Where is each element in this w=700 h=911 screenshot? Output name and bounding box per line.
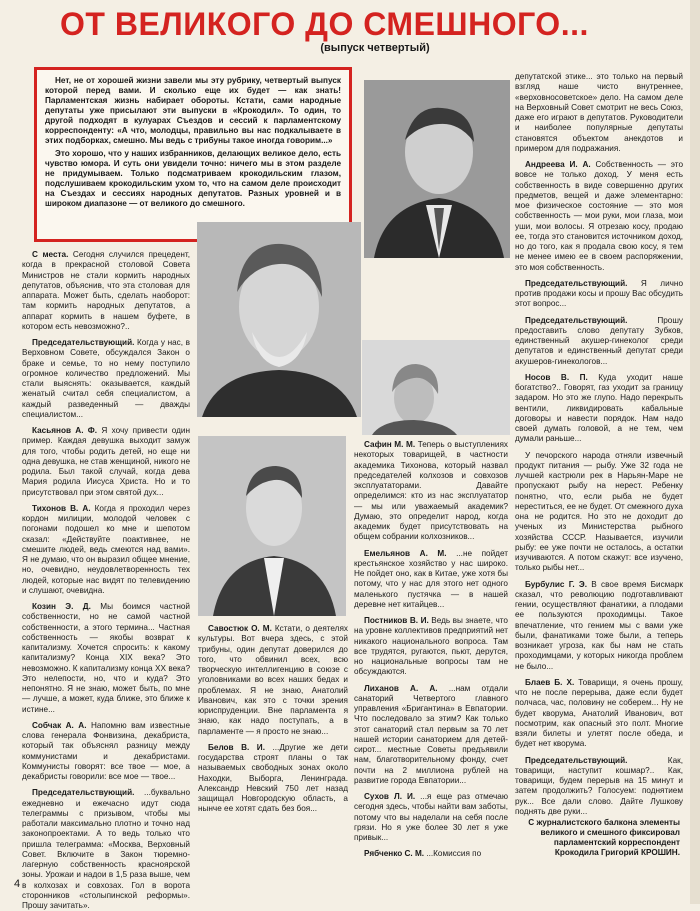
quote-paragraph: Собчак А. А. Напомню вам известные слова генерала Фонвизина, декабриста, который так объяснял разницу между коммунистами и декабристами. Коммунисты говорят: все твое — мое, а декабристы говорили: все мое — твое... xyxy=(22,720,190,781)
intro-box xyxy=(34,67,352,242)
quote-paragraph: Савостюк О. М. Кстати, о деятелях культуры. Вот вчера здесь, с этой трибуны, один депутат доверился до того, что обвинил всех, всю творческую интеллигенцию в союзе с уголовниками во всех наших бедах и проблемах. Я не знаю, Анатолий Иванович, как это с точки зрения юриспруденции. Вне парламента я знаю, как надо поступать, а в парламенте — я просто не знаю... xyxy=(198,624,348,736)
text-column-3 xyxy=(354,440,508,892)
quote-paragraph: Председательствующий. Я лично против продажи косы и прошу Вас обсудить этот вопрос... xyxy=(515,278,683,309)
photo-deputy-bearded xyxy=(197,222,361,417)
text-column-4 xyxy=(515,72,683,814)
page-title: ОТ ВЕЛИКОГО ДО СМЕШНОГО... xyxy=(60,6,589,42)
quote-paragraph: Белов В. И. ...Другие же дети государства строят планы о так называемых свободных зонах около Находки, Выборга, Ленинграда. Александр Невский 750 лет назад защищал Новгородскую область, а нынче ее хотят сдать без боя... xyxy=(198,742,348,814)
quote-paragraph: Председательствующий. Как, товарищи, наступит кошмар?.. Как, товарищи, будем перерыв на 15 минут и затем продолжить? Голосуем: поднятием рук... Все дали слово. Дайте Лушкову поднять две руки... xyxy=(515,755,683,816)
quote-paragraph: Постников В. И. Ведь вы знаете, что на уровне коллективов предприятий нет никакого национального вопроса. Там все трудятся, ругаются, пьют, дерутся, но национальные вопросы там не обсуждаются. xyxy=(354,616,508,677)
issue-subtitle: (выпуск четвертый) xyxy=(320,42,430,54)
quote-paragraph: Лиханов А. А. ...нам отдали санаторий Четвертого главного управления «Бригантина» в Евпатории. Что последовало за этим? Как только этот санаторий стал первым за 70 лет нашей истории санаторием для детей-сирот... местные Советы предъявили нам, благотворительному фонду, счет почти на 2 миллиона рублей на развитие города Евпатории... xyxy=(354,683,508,785)
quote-paragraph: Сухов Л. И. ...я еще раз отмечаю сегодня здесь, чтобы найти вам заботы, потому что вы наделали на себя после грязи. Но я уже более 30 лет я уже привык... xyxy=(354,792,509,842)
quote-paragraph: Козин Э. Д. Мы боимся частной собственности, но не самой частной собственности, а этого термина... Частная собственность — якобы возврат к капитализму. Хочется спросить: к какому капитализму? Конца XIX века? Это невозможно. К капитализму конца XX века? Это нелепости, но, что и куда? Это непонятно. Я не знаю, может быть, по мне — лучше, а может, куда ближе, это ближе к истине... xyxy=(22,602,190,714)
quote-paragraph: Председательствующий. Когда у нас, в Верховном Совете, обсуждался Закон о браке и семье, то но нему поступило огромное количество предложений. Мы стали выяснять: оказывается, каждый женатый считал себя специалистом, а каждый разведенный — дважды специалистом... xyxy=(22,338,190,419)
quote-paragraph: Емельянов А. М. ...не пойдет крестьянское хозяйство у нас широко. Не пойдет оно, как в Китае, уже хотя бы потому, что у нас для этого нет одного маленького пустячка — в нашей деревне нет китайцев... xyxy=(354,548,508,609)
author-caption: С журналистского балкона элементы великого и смешного фиксировал парламентский корреспондент Крокодила Григорий КРОШИН. xyxy=(528,818,680,857)
quote-paragraph: У печорского народа отняли извечный продукт питания — рыбу. Уже 32 года не лучшей кастрюли рек в Нарьян-Маре не пропускают рыбу на нерест. Ребенку понятно, что, если рыба не будет нереститься, ее не будет. От смежного духа она не родится. Но это не доходит до ученых из Министерства рыбного хозяйства СССР. Называется, изучили рыбу: ее уже почти не осталось, а остатки изучиваются. А потом скажут: все изучено, только рыбы нет... xyxy=(515,450,683,573)
quote-paragraph: Председательствующий. Прошу предоставить слово депутату Зубков, единственный акушер-гинеколог среди депутатов и единственный депутат среди акушеров-гинекологов... xyxy=(515,315,683,366)
quote-paragraph: Андреева И. А. Собственность — это вовсе не только доход. У меня есть собственность в виде совершенно других предметов, вещей и даже элементарно: мое физическое состояние — это моя собственность — мои руки, мои глаза, мои уши, мои волосы. Я отрезаю косу, продаю ее, тогда это становится источником доход, но до того, как я продала свою косу, я тем не менее имею ее в своем распоряжении, это моя собственность. xyxy=(515,160,683,272)
photo-deputy-thin xyxy=(198,436,346,616)
text-column-1 xyxy=(22,250,191,910)
page-edge xyxy=(690,0,700,904)
text-column-2 xyxy=(198,624,348,892)
quote-paragraph: Носов В. П. Куда уходит наше богатство?.. Говорят, газ уходит за границу задаром. Но это же глупо. Надо перекрыть вентили, ликвидировать кабальные договоры и навести порядок. Нам надо своей думать головой, а не тем, чем думали раньше... xyxy=(515,372,683,444)
quote-paragraph: Тихонов В. А. Когда я проходил через кордон милиции, молодой человек с погонами подошел ко мне и шепотом сказал: «Действуйте поактивнее, не смешите людей, ведь смеются над вами». Я не думаю, что он выразил общее мнение, но, очевидно, неудовлетворенность тех людей, которые нас видят по телевидению и слушают, очевидна. xyxy=(22,503,190,595)
quote-paragraph: Председательствующий. ...буквально ежедневно и ежечасно идут сюда телеграммы с призывом, чтобы мы работали максимально плотно и точно над законопроектами. А то ведь только что пришла телеграмма: «Москва, Верховный Совет. Включите в Закон тюремно-лагерную собственность красноярской зоны. Урожаи и надои в 1,5 раза выше, чем в колхозах и совхозах. Гол в ворота сторонников «столыпинской реформы». Прошу зачитать». xyxy=(22,788,190,910)
quote-paragraph: Касьянов А. Ф. Я хочу привести один пример. Каждая девушка выходит замуж для того, чтобы родить детей, но еще ни одна девушка, не став женщиной, никого не родила. Был такой случай, когда дева Мария родила Иисуса Христа. Но и то присутствовал при этом святой дух... xyxy=(22,426,191,497)
quote-paragraph: депутатской этике... это только на первый взгляд наше чисто внутреннее, «верховносоветское» дело. На самом деле на Верховный Совет смотрит не весь Союз, даже его играют в депутатов. Руководители и наиболее популярные депутаты становятся объектом анекдотов и примером для подражания. xyxy=(515,72,683,153)
quote-paragraph: Блаев Б. Х. Товарищи, я очень прошу, что не после перерыва, даже если будет полчаса, час, половину не соберем... Ну не будет кворума, Анатолий Иванович, вот посмотрим, как опасный это полт. Многие взяли билеты и улетят после обеда, и будет нет кворума. xyxy=(515,677,684,749)
quote-paragraph: Сафин М. М. Теперь о выступлениях некоторых товарищей, в частности академика Тихонова, который назвал председателей колхозов и совхозов эксплуататорами. Давайте определимся: кто из нас эксплуататор — мы или уважаемый академик? Думаю, это определит народ, когда академик будет присутствовать на общем собрании колхозников... xyxy=(354,440,508,542)
intro-paragraph: Это хорошо, что у наших избранников, делающих великое дело, есть чувство юмора. И суть они увидели точно: ничего мы в этом разделе не придумываем. Только подсматриваем крокодильским глазом, подслушиваем крокодильским ухом то, что на самом деле происходит на Съездах и сессиях народных депутатов. Разных уровней и в широком диапазоне — от великого до смешного. xyxy=(45,149,341,208)
intro-paragraph: Нет, не от хорошей жизни завели мы эту рубрику, четвертый выпуск которой перед вами. И сколько еще их будет — как знать! Парламентская жизнь набирает обороты. Кстати, сами народные депутаты уже присылают эти выпуски в «Крокодил». То один, то другой подходят в кулуарах Съездов и сессий к парламентскому корреспонденту: «А что, молодцы, правильно вы нас подкалываете в этих подборках, смешно. Мы ведь с трибуны такое иногда говорим...» xyxy=(45,76,341,145)
quote-paragraph: Бурбулис Г. Э. В свое время Бисмарк сказал, что революцию подготавливают гении, осуществляют фанатики, а плодами ее пользуются проходимцы. Такое впечатление, что гением мы с вами уже были, фанатиками тоже были, а теперь возникает угроза, как бы нам не стать проходимцами, у которых никогда проблем не было... xyxy=(515,579,683,671)
photo-deputy-woman xyxy=(362,340,510,435)
quote-paragraph: Рябченко С. М. ...Комиссия по xyxy=(364,849,482,859)
quote-paragraph: С места. Сегодня случился прецедент, когда в прекрасной столовой Совета Министров не стали кормить народных депутатов, объяснив, что эта столовая для аппарата. Может быть, сделать наоборот: там кормить народных депутатов, а аппарат кормить в нашем буфете, в котором есть невозможно?.. xyxy=(22,250,190,331)
page-number: 4 xyxy=(14,878,21,890)
photo-deputy-top xyxy=(364,80,510,258)
